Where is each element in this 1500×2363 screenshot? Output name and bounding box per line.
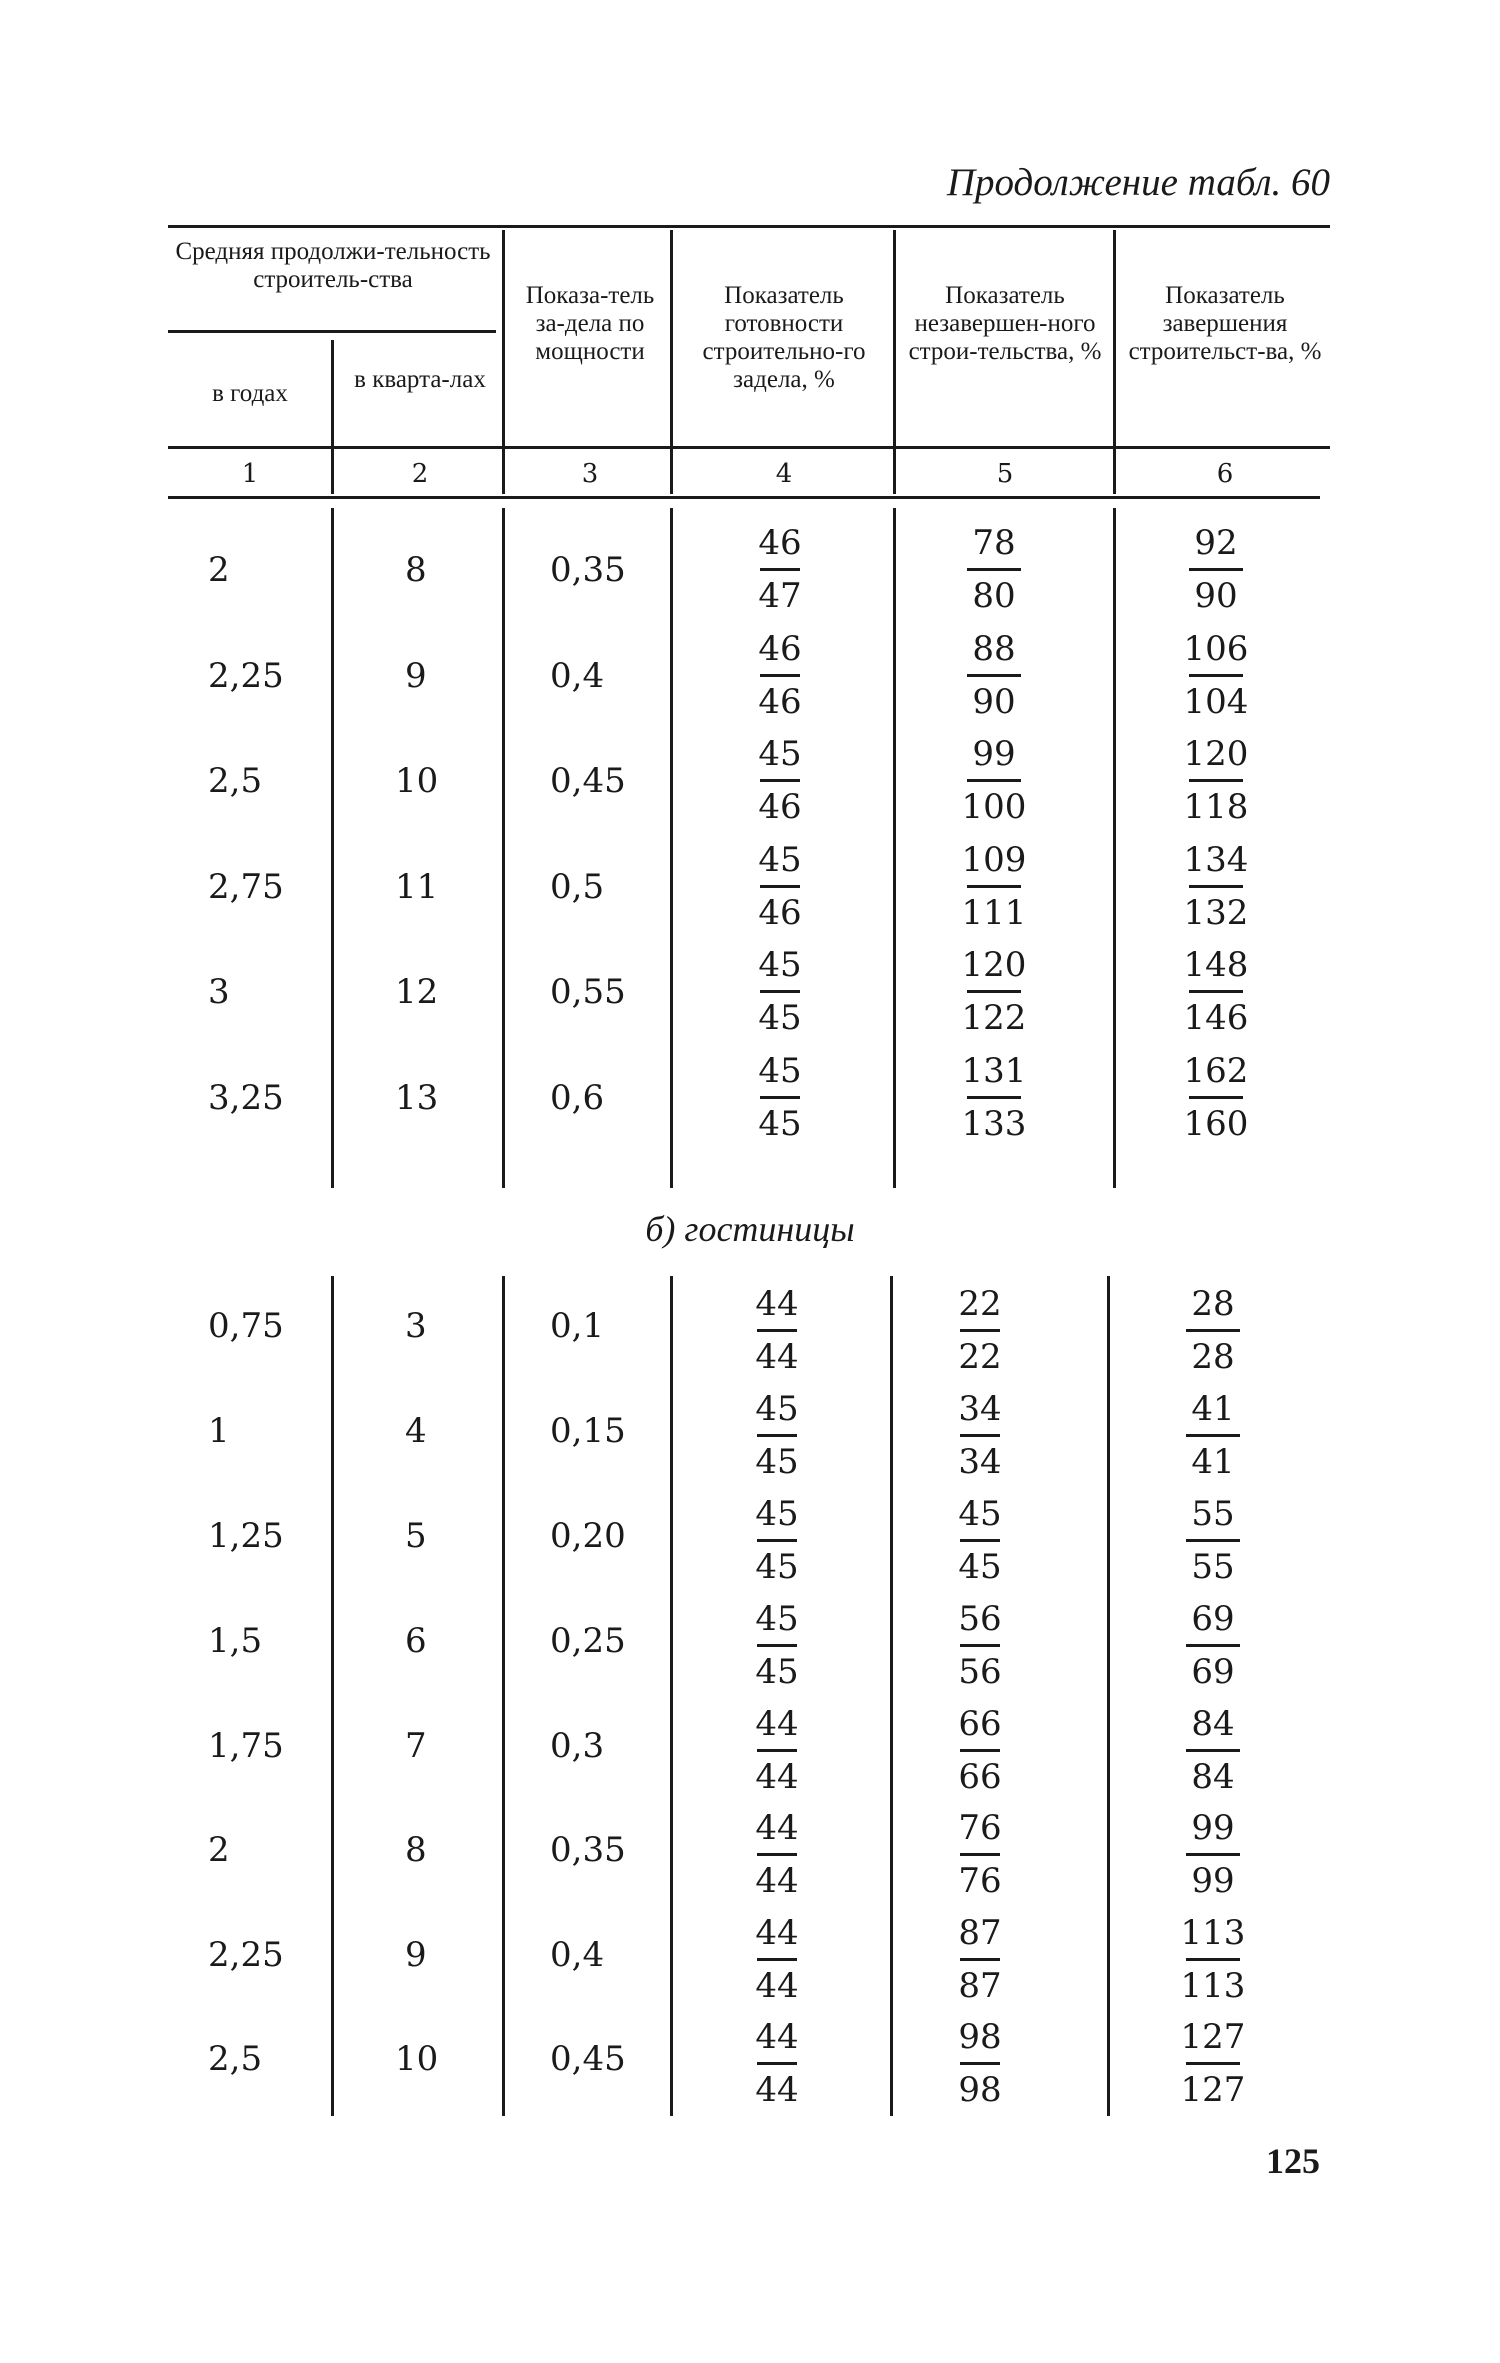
cell-years: 1,5	[208, 1621, 263, 1661]
body-divider	[670, 508, 673, 1188]
header-capacity: Показа-тель за-дела по мощности	[525, 282, 655, 365]
header-divider	[670, 230, 673, 494]
fraction-completion: 113 113	[1180, 1913, 1246, 2006]
cell-quarters: 9	[405, 656, 427, 696]
cell-quarters: 6	[405, 1621, 427, 1661]
section-title-hotels: б) гостиницы	[645, 1209, 855, 1249]
cell-years: 3,25	[208, 1078, 284, 1118]
fraction-readiness: 45 45	[755, 1389, 799, 1482]
fraction-readiness: 45 46	[758, 840, 802, 933]
fraction-unfinished: 131 133	[961, 1051, 1027, 1144]
fraction-completion: 134 132	[1183, 840, 1249, 933]
fraction-unfinished: 78 80	[944, 526, 1044, 613]
fraction-completion: 127 127	[1180, 2017, 1246, 2110]
body-divider	[1107, 1276, 1110, 2116]
fraction-readiness: 45 45	[758, 1051, 802, 1144]
fraction-unfinished: 109 111	[961, 840, 1027, 933]
fraction-unfinished: 88 90	[944, 632, 1044, 719]
fraction-readiness: 44 44	[755, 2017, 799, 2110]
cell-years: 2,25	[208, 656, 284, 696]
cell-quarters: 7	[405, 1726, 427, 1766]
body-divider	[1113, 508, 1116, 1188]
body-divider	[890, 1276, 893, 2116]
cell-capacity: 0,4	[550, 656, 605, 696]
cell-years: 1,75	[208, 1726, 284, 1766]
cell-quarters: 9	[405, 1935, 427, 1975]
body-divider	[331, 1276, 334, 2116]
fraction-completion: 41 41	[1163, 1392, 1263, 1479]
fraction-readiness: 46 46	[758, 629, 802, 722]
cell-quarters: 11	[395, 867, 439, 907]
cell-quarters: 8	[405, 550, 427, 590]
cell-capacity: 0,3	[550, 1726, 605, 1766]
header-divider	[1113, 230, 1116, 494]
body-divider	[331, 508, 334, 1188]
cell-quarters: 10	[395, 761, 439, 801]
cell-years: 2,5	[208, 2039, 263, 2079]
cell-capacity: 0,1	[550, 1306, 605, 1346]
cell-quarters: 8	[405, 1830, 427, 1870]
cell-capacity: 0,55	[550, 972, 626, 1012]
table-top-rule	[168, 225, 1330, 228]
fraction-completion: 162 160	[1183, 1051, 1249, 1144]
fraction-completion: 84 84	[1163, 1707, 1263, 1794]
cell-capacity: 0,35	[550, 1830, 626, 1870]
cell-capacity: 0,25	[550, 1621, 626, 1661]
fraction-readiness: 44 44	[755, 1704, 799, 1797]
cell-years: 1	[208, 1411, 230, 1451]
header-divider	[331, 340, 334, 494]
header-years: в годах	[212, 380, 288, 407]
fraction-unfinished: 66 66	[958, 1704, 1002, 1797]
table-caption: Продолжение табл. 60	[946, 161, 1330, 204]
fraction-completion: 55 55	[1163, 1497, 1263, 1584]
fraction-unfinished: 99 100	[961, 734, 1027, 827]
fraction-completion: 92 90	[1166, 526, 1266, 613]
cell-quarters: 5	[405, 1516, 427, 1556]
fraction-readiness: 45 45	[755, 1599, 799, 1692]
header-quarters: в кварта-лах	[354, 366, 486, 393]
fraction-unfinished: 76 76	[958, 1808, 1002, 1901]
cell-years: 3	[208, 972, 230, 1012]
group-header-rule	[168, 330, 496, 333]
cell-years: 2,5	[208, 761, 263, 801]
fraction-unfinished: 87 87	[958, 1913, 1002, 2006]
fraction-readiness: 45 45	[758, 945, 802, 1038]
column-number: 4	[775, 459, 793, 489]
cell-quarters: 3	[405, 1306, 427, 1346]
column-number: 2	[411, 459, 429, 489]
cell-years: 0,75	[208, 1306, 284, 1346]
body-divider	[502, 508, 505, 1188]
fraction-unfinished: 56 56	[958, 1599, 1002, 1692]
cell-quarters: 4	[405, 1411, 427, 1451]
fraction-completion: 120 118	[1183, 734, 1249, 827]
header-readiness: Показатель готовности строительно-го задела, %	[702, 282, 866, 393]
fraction-completion: 148 146	[1183, 945, 1249, 1038]
cell-years: 2	[208, 1830, 230, 1870]
column-number: 5	[996, 459, 1014, 489]
fraction-readiness: 44 44	[755, 1284, 799, 1377]
cell-quarters: 13	[395, 1078, 439, 1118]
body-divider	[502, 1276, 505, 2116]
cell-capacity: 0,45	[550, 2039, 626, 2079]
cell-years: 1,25	[208, 1516, 284, 1556]
header-group-duration: Средняя продолжи-тельность строитель-ства	[175, 238, 491, 293]
page-number: 125	[1266, 2141, 1320, 2181]
fraction-unfinished: 22 22	[958, 1284, 1002, 1377]
fraction-completion: 69 69	[1163, 1602, 1263, 1689]
column-number: 3	[581, 459, 599, 489]
header-unfinished: Показатель незавершен-ного строи-тельства, %	[908, 282, 1102, 365]
header-divider	[893, 230, 896, 494]
body-divider	[893, 508, 896, 1188]
fraction-unfinished: 98 98	[958, 2017, 1002, 2110]
cell-years: 2	[208, 550, 230, 590]
column-number: 6	[1216, 459, 1234, 489]
header-divider	[502, 230, 505, 494]
cell-years: 2,25	[208, 1935, 284, 1975]
cell-quarters: 12	[395, 972, 439, 1012]
cell-capacity: 0,35	[550, 550, 626, 590]
cell-quarters: 10	[395, 2039, 439, 2079]
fraction-readiness: 44 44	[755, 1913, 799, 2006]
header-bottom-rule	[168, 446, 1330, 449]
cell-capacity: 0,45	[550, 761, 626, 801]
cell-capacity: 0,20	[550, 1516, 626, 1556]
cell-capacity: 0,5	[550, 867, 605, 907]
cell-years: 2,75	[208, 867, 284, 907]
fraction-completion: 99 99	[1163, 1811, 1263, 1898]
fraction-completion: 106 104	[1183, 629, 1249, 722]
column-numbers-rule	[168, 496, 1320, 499]
fraction-readiness: 44 44	[755, 1808, 799, 1901]
cell-capacity: 0,15	[550, 1411, 626, 1451]
fraction-readiness: 46 47	[758, 523, 802, 616]
fraction-unfinished: 120 122	[961, 945, 1027, 1038]
header-completion: Показатель завершения строительст-ва, %	[1128, 282, 1322, 365]
body-divider	[670, 1276, 673, 2116]
fraction-readiness: 45 46	[758, 734, 802, 827]
column-number: 1	[241, 459, 259, 489]
cell-capacity: 0,4	[550, 1935, 605, 1975]
fraction-readiness: 45 45	[755, 1494, 799, 1587]
cell-capacity: 0,6	[550, 1078, 605, 1118]
fraction-unfinished: 45 45	[958, 1494, 1002, 1587]
fraction-completion: 28 28	[1163, 1287, 1263, 1374]
fraction-unfinished: 34 34	[958, 1389, 1002, 1482]
